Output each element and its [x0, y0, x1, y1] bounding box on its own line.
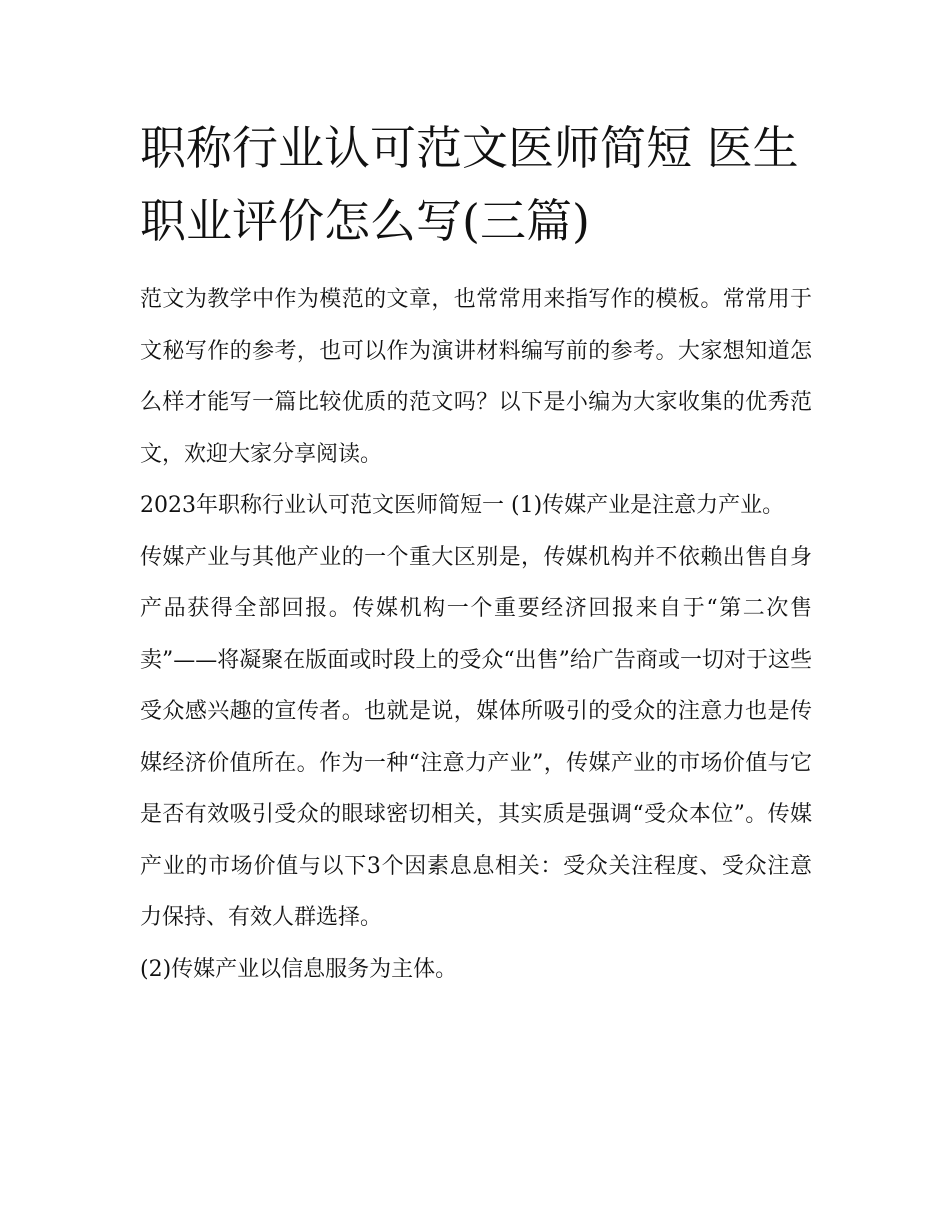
section-heading-paragraph: 2023年职称行业认可范文医师简短一 (1)传媒产业是注意力产业。: [140, 493, 785, 518]
subsection-paragraph: (2)传媒产业以信息服务为主体。: [140, 956, 458, 982]
document-title: 职称行业认可范文医师简短 医生职业评价怎么写(三篇): [140, 121, 799, 248]
document-body: [140, 274, 812, 995]
intro-paragraph: 范文为教学中作为模范的文章，也常常用来指写作的模板。常常用于文秘写作的参考，也可以作为演讲材料编写前的参考。大家想知道怎么样才能写一篇比较优质的范文吗？以下是小编为大家收集的优秀范文，欢迎大家分享阅读。: [140, 287, 812, 467]
body-paragraph: 传媒产业与其他产业的一个重大区别是，传媒机构并不依赖出售自身产品获得全部回报。传媒机构一个重要经济回报来自于“第二次售卖”——将凝聚在版面或时段上的受众“出售”给广告商或一切对于这些受众感兴趣的宣传者。也就是说，媒体所吸引的受众的注意力也是传媒经济价值所在。作为一种“注意力产业”，传媒产业的市场价值与它是否有效吸引受众的眼球密切相关，其实质是强调“受众本位”。传媒产业的市场价值与以下3个因素息息相关：受众关注程度、受众注意力保持、有效人群选择。: [140, 544, 812, 930]
